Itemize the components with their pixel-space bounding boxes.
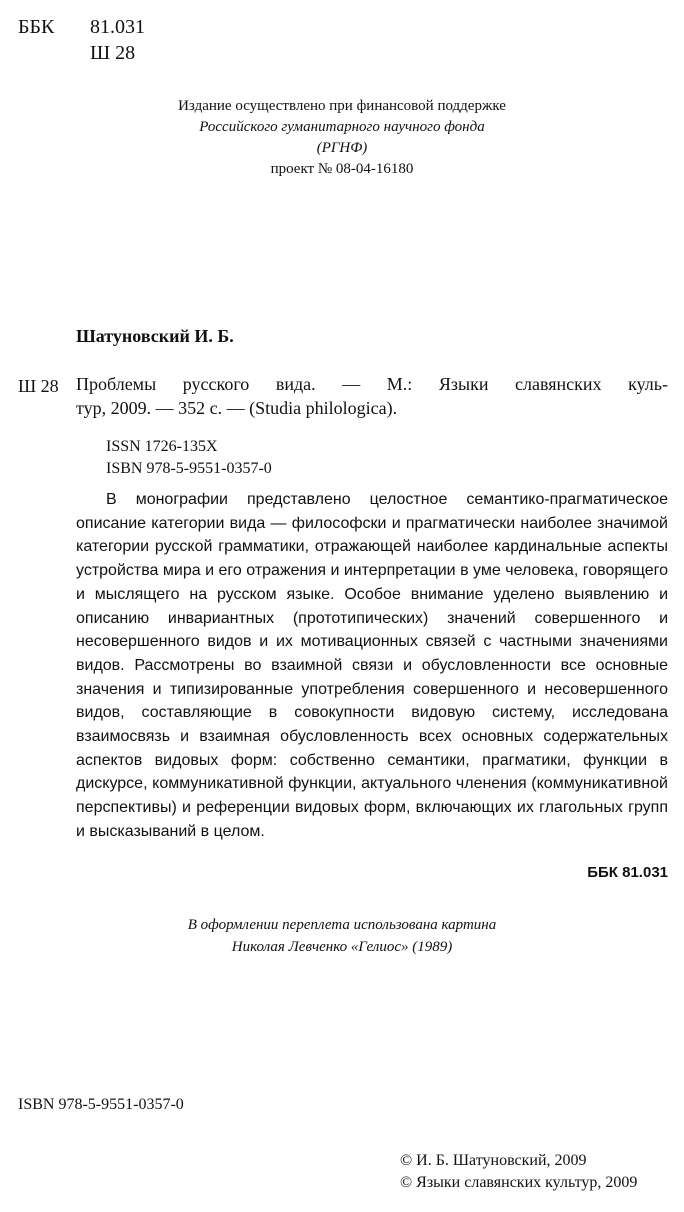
- bbk-label: ББК: [18, 16, 55, 38]
- funding-notice: [0, 96, 684, 180]
- funding-line-3: (РГНФ): [316, 140, 368, 156]
- bbk-header: [18, 14, 145, 66]
- author-heading: Шатуновский И. Б.: [76, 326, 234, 346]
- copyright: [400, 1150, 637, 1194]
- author-mark: Ш 28: [90, 42, 136, 64]
- title-line-1: Проблемы русского вида. — М.: Языки славянских куль-: [76, 374, 668, 394]
- funding-line-2: Российского гуманитарного научного фонда: [199, 119, 485, 135]
- catalog-code: Ш 28: [18, 376, 59, 396]
- title-line-2: тур, 2009. — 352 с. — (Studia philologica).: [76, 398, 398, 418]
- funding-line-4: проект № 08-04-16180: [270, 161, 414, 177]
- abstract: [76, 488, 668, 844]
- identifiers: [106, 436, 272, 480]
- bbk-code: 81.031: [90, 16, 145, 38]
- copyright-author: © И. Б. Шатуновский, 2009: [400, 1152, 587, 1169]
- cover-note-line-1: В оформлении переплета использована картина: [187, 917, 497, 933]
- abstract-text: В монографии представлено целостное семантико-прагматическое описание категории вида — философски и прагматически наиболее значимой категории русской грамматики, отражающей наиболее кардинальные аспекты устройства мира и его отражения и интерпретации в уме человека, говорящего и мыслящего на русском языке. Особое внимание уделено выявлению и описанию инвариантных (прототипических) значений совершенного и несовершенного видов и их мотивационных связей с частными значениями видов. Рассмотрены во взаимной связи и обусловленности все основные значения и типизированные употребления совершенного и несовершенного видов, составляющие в совокупности видовую систему, исследована взаимосвязь и взаимная обусловленность всех основных содержательных аспектов видовых форм: собственно семантики, прагматики, функции в дискурсе, коммуникативной функции, актуального членения (коммуникативной перспективы) и референции видовых форм, включающих их глагольных групп и высказываний в целом.: [76, 491, 668, 840]
- bbk-line: [18, 14, 145, 40]
- issn: ISSN 1726-135X: [106, 438, 218, 455]
- copyright-publisher: © Языки славянских культур, 2009: [400, 1174, 638, 1191]
- cover-note-line-2: Николая Левченко «Гелиос» (1989): [231, 939, 453, 955]
- isbn-bottom: ISBN 978-5-9551-0357-0: [18, 1096, 184, 1113]
- isbn: ISBN 978-5-9551-0357-0: [106, 460, 272, 477]
- cover-note: [0, 914, 684, 958]
- funding-line-1: Издание осуществлено при финансовой поддержке: [178, 98, 506, 114]
- bbk-footer: ББК 81.031: [587, 864, 668, 881]
